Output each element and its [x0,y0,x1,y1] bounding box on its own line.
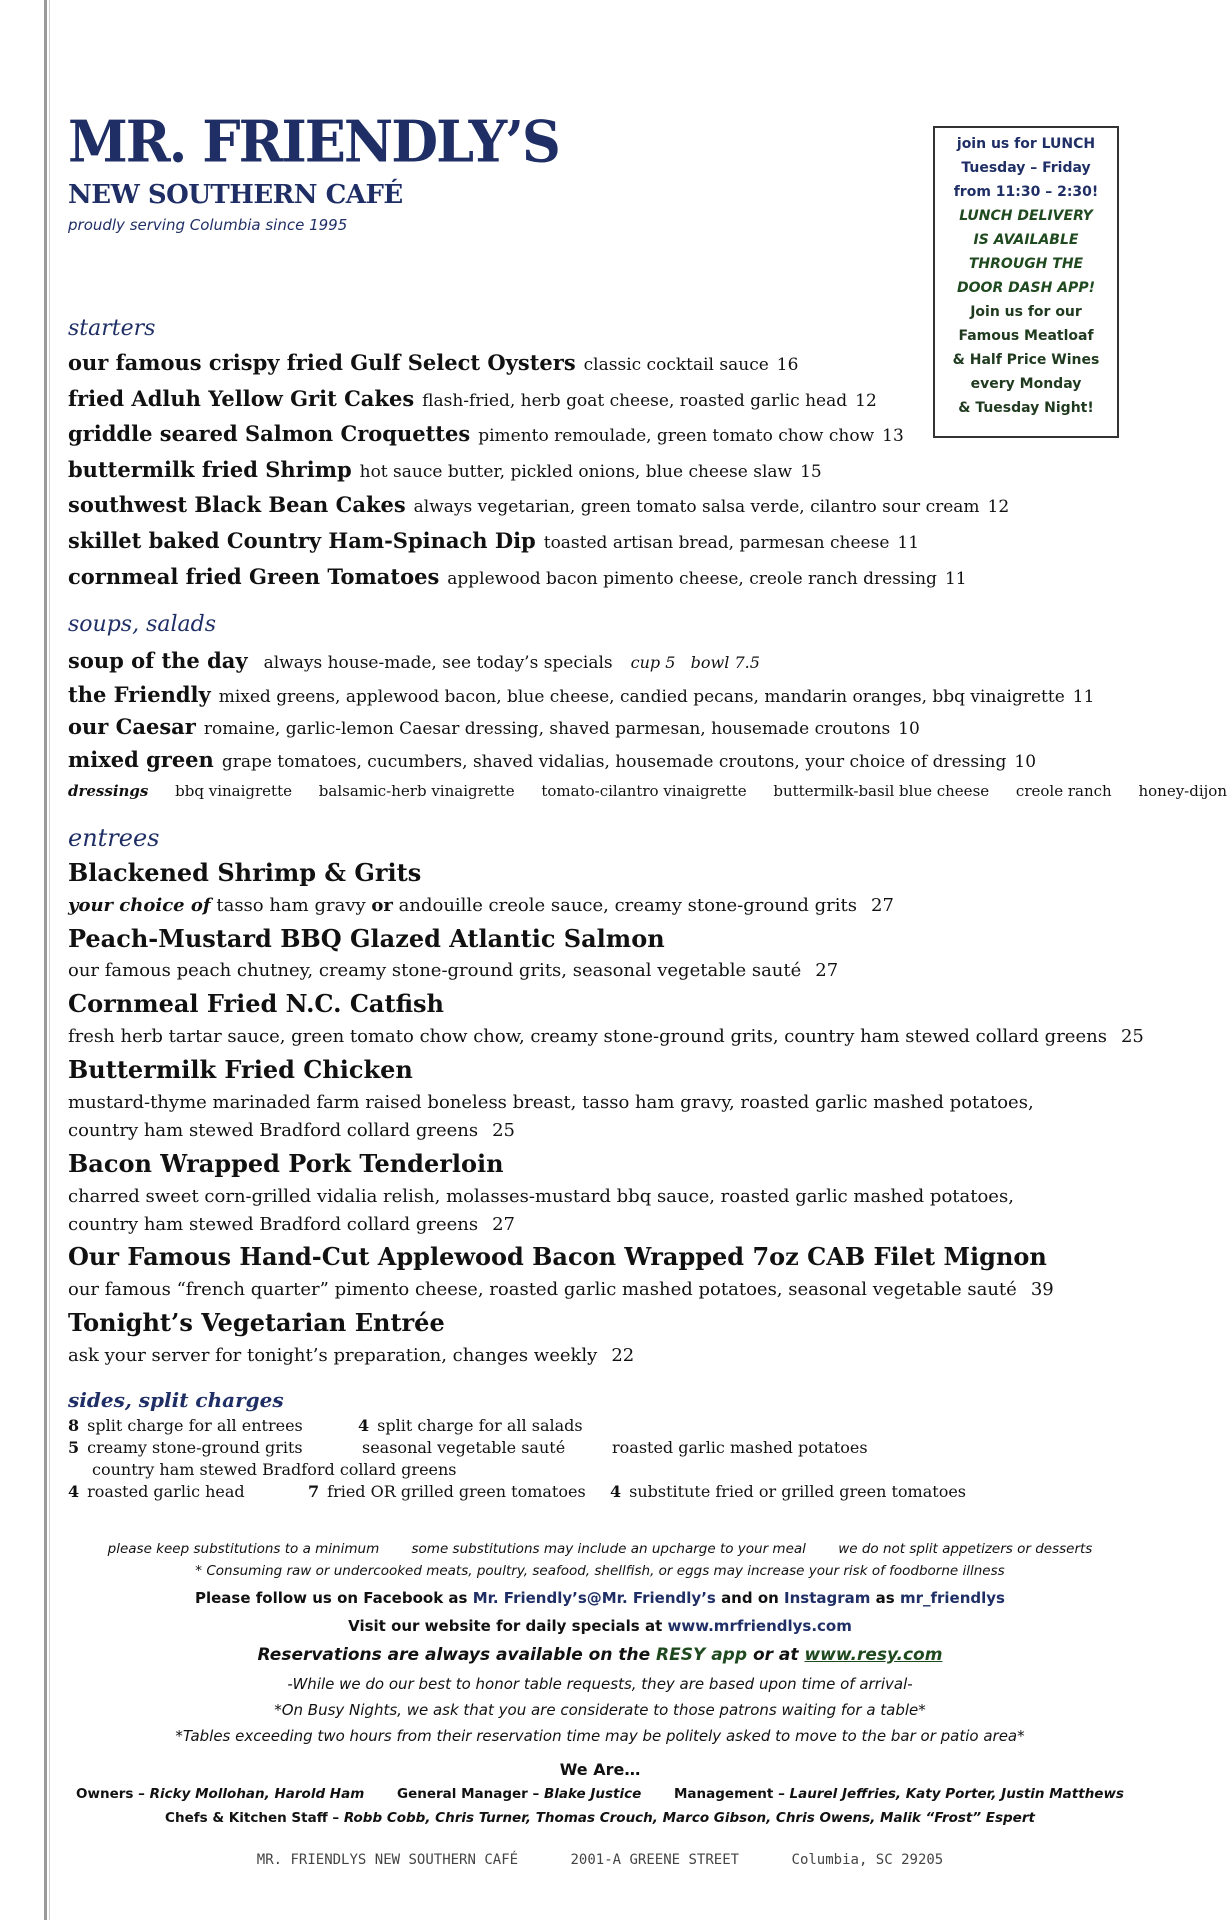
entree-price: 22 [611,1345,635,1366]
dish-price: 13 [882,426,904,446]
resy-app-link[interactable]: RESY app [656,1645,748,1665]
side-price: 4 [358,1416,370,1435]
dish-name: fried Adluh Yellow Grit Cakes [68,386,415,411]
resy-url-link[interactable]: www.resy.com [804,1645,943,1665]
dressing-option: tomato-cilantro vinaigrette [541,782,747,800]
dressing-option: honey-dijon [1138,782,1227,800]
side-item [610,1482,966,1501]
entree-name: Blackened Shrimp & Grits [68,858,422,887]
dish-desc: always house-made, see today’s specials [263,653,613,673]
entree-desc [68,1183,1014,1239]
address-street: 2001-A GREENE STREET [570,1852,740,1868]
side-price: 8 [68,1416,80,1435]
entree-or: or [371,895,393,916]
social-text: Please follow us on Facebook as [195,1589,468,1607]
dish-name: our famous crispy fried Gulf Select Oysters [68,350,576,375]
entree-desc [68,1023,1144,1051]
entree-price: 27 [492,1214,515,1235]
entree-price: 39 [1030,1279,1054,1300]
dish-name: southwest Black Bean Cakes [68,492,406,517]
dish-name: buttermilk fried Shrimp [68,457,352,482]
note: we do not split appetizers or desserts [838,1541,1093,1557]
dish-price: 11 [944,569,967,589]
dish-desc: flash-fried, herb goat cheese, roasted garlic head [422,391,848,411]
website-line [60,1617,1140,1635]
side-price: 4 [610,1482,622,1501]
resy-text: Reservations are always available on the [257,1645,651,1665]
special-line: & Half Price Wines [952,352,1100,368]
side-text: seasonal vegetable sauté [362,1438,566,1457]
special-line: & Tuesday Night! [958,400,1094,416]
lunch-line: from 11:30 – 2:30! [953,184,1099,200]
dish-desc: pimento remoulade, green tomato chow chow [478,426,875,446]
table-note: *Tables exceeding two hours from their reservation time may be politely asked to move to the bar or patio area* [175,1727,1025,1745]
section-title-sides: sides, split charges [68,1388,284,1412]
website-text: Visit our website for daily specials at [348,1617,663,1635]
side-price: 7 [308,1482,320,1501]
menu-item [68,747,1036,772]
lunch-line: Tuesday – Friday [961,160,1091,176]
section-title-entrees: entrees [68,824,160,852]
side-item [68,1416,303,1435]
staff-line [60,1786,1140,1802]
entree-name: Cornmeal Fried N.C. Catfish [68,989,444,1018]
dish-name: our Caesar [68,714,196,739]
entree-price: 27 [815,960,839,981]
dish-desc: always vegetarian, green tomato salsa verde, cilantro sour cream [413,497,980,517]
social-text: as [875,1589,895,1607]
instagram-label: Instagram [784,1589,871,1607]
page-left-rule-inner [49,0,50,1920]
side-text: roasted garlic mashed potatoes [612,1438,868,1457]
instagram-link[interactable]: mr_friendlys [899,1589,1005,1607]
staff-label: Chefs & Kitchen Staff – [165,1810,340,1826]
entree-desc [68,1276,1054,1304]
lunch-line: join us for LUNCH [956,136,1096,152]
dish-price: 12 [987,497,1010,517]
table-note: *On Busy Nights, we ask that you are considerate to those patrons waiting for a table* [274,1701,926,1719]
dressing-option: balsamic-herb vinaigrette [318,782,515,800]
social-line [60,1589,1140,1607]
staff-label: Owners – [76,1786,145,1802]
menu-item [68,492,1009,517]
section-title-soups: soups, salads [68,612,216,637]
entree-desc-text: andouille creole sauce, creamy stone-ground grits [398,895,858,916]
dish-desc: grape tomatoes, cucumbers, shaved vidalias, housemade croutons, your choice of dressing [221,752,1007,772]
dressing-option: buttermilk-basil blue cheese [773,782,990,800]
dish-desc: classic cocktail sauce [583,355,769,375]
special-line: Join us for our [970,304,1082,320]
section-title-starters: starters [68,316,156,341]
entree-name: Bacon Wrapped Pork Tenderloin [68,1149,504,1178]
restaurant-tagline: proudly serving Columbia since 1995 [68,216,348,234]
side-item [308,1482,586,1501]
side-text: fried OR grilled green tomatoes [327,1482,586,1501]
staff-names: Laurel Jeffries, Katy Porter, Justin Matthews [789,1786,1124,1802]
entree-name: Peach-Mustard BBQ Glazed Atlantic Salmon [68,924,665,953]
menu-item [68,682,1094,707]
special-line: every Monday [970,376,1082,392]
dish-price: 11 [1072,687,1095,707]
entree-desc-text: ask your server for tonight’s preparation, changes weekly [68,1345,598,1366]
entree-desc-text: our famous “french quarter” pimento cheese, roasted garlic mashed potatoes, seasonal vegetable sauté [68,1279,1017,1300]
we-are-heading: We Are… [559,1760,641,1779]
entree-lead: your choice of [68,895,211,916]
dish-price: cup 5 bowl 7.5 [630,653,760,672]
side-item [358,1416,583,1435]
dish-price: 15 [800,462,822,482]
side-item [362,1438,565,1457]
dish-price: 12 [855,391,877,411]
table-note: -While we do our best to honor table requests, they are based upon time of arrival- [287,1675,913,1693]
note: please keep substitutions to a minimum [107,1541,380,1557]
address-city: Columbia, SC 29205 [791,1852,944,1868]
entree-desc-text: our famous peach chutney, creamy stone-ground grits, seasonal vegetable sauté [68,960,802,981]
dish-desc: toasted artisan bread, parmesan cheese [543,533,890,553]
chefs-line [60,1810,1140,1826]
menu-item [68,528,919,553]
address-line [60,1852,1140,1868]
side-item [68,1482,245,1501]
page-left-rule [44,0,47,1920]
menu-item [68,648,760,673]
side-text: creamy stone-ground grits [87,1438,303,1457]
side-price: 5 [68,1438,80,1457]
address-name: MR. FRIENDLYS NEW SOUTHERN CAFÉ [256,1852,519,1868]
dish-name: skillet baked Country Ham-Spinach Dip [68,528,536,553]
website-link[interactable]: www.mrfriendlys.com [667,1617,852,1635]
dressings-line [68,782,1227,800]
dish-price: 10 [898,719,920,739]
staff-label: Management – [674,1786,785,1802]
delivery-line: LUNCH DELIVERY [959,208,1093,224]
delivery-line: DOOR DASH APP! [957,280,1095,296]
entree-name: Buttermilk Fried Chicken [68,1055,413,1084]
dish-desc: applewood bacon pimento cheese, creole ranch dressing [447,569,937,589]
menu-item [68,421,904,446]
resy-text: or at [752,1645,799,1665]
dish-name: the Friendly [68,682,211,707]
reservations-line [60,1645,1140,1665]
entree-desc [68,957,838,985]
dish-desc: hot sauce butter, pickled onions, blue cheese slaw [359,462,793,482]
entree-price: 27 [871,895,894,916]
entree-desc-text: tasso ham gravy [216,895,366,916]
entree-price: 25 [1120,1026,1144,1047]
dressings-label: dressings [68,782,149,800]
side-item [612,1438,868,1457]
entree-desc-text: mustard-thyme marinaded farm raised boneless breast, tasso ham gravy, roasted garlic mashed potatoes, [68,1092,1034,1113]
dish-name: griddle seared Salmon Croquettes [68,421,471,446]
entree-desc [68,1342,634,1370]
dish-price: 11 [897,533,920,553]
entree-name: Tonight’s Vegetarian Entrée [68,1308,445,1337]
substitution-notes [60,1541,1140,1557]
dish-price: 16 [776,355,799,375]
menu-item [68,386,877,411]
staff-names: Robb Cobb, Chris Turner, Thomas Crouch, Marco Gibson, Chris Owens, Malik “Frost” Espert [343,1810,1035,1826]
side-item [92,1460,457,1479]
menu-item [68,350,798,375]
entree-desc-text: charred sweet corn-grilled vidalia relish, molasses-mustard bbq sauce, roasted garlic mashed potatoes, [68,1186,1014,1207]
dish-name: soup of the day [68,648,248,673]
dressing-option: creole ranch [1015,782,1112,800]
entree-desc-text: country ham stewed Bradford collard greens [68,1214,479,1235]
side-text: split charge for all salads [377,1416,583,1435]
entree-desc-text: country ham stewed Bradford collard greens [68,1120,479,1141]
note: some substitutions may include an upcharge to your meal [411,1541,806,1557]
side-text: substitute fried or grilled green tomatoes [629,1482,966,1501]
menu-item [68,714,920,739]
entree-desc [68,892,894,920]
consumption-warning: * Consuming raw or undercooked meats, poultry, seafood, shellfish, or eggs may increase your risk of foodborne illness [195,1563,1005,1579]
staff-names: Ricky Mollohan, Harold Ham [149,1786,365,1802]
social-text: and on [721,1589,779,1607]
side-text: country ham stewed Bradford collard greens [92,1460,457,1479]
menu-item [68,564,967,589]
dish-desc: mixed greens, applewood bacon, blue cheese, candied pecans, mandarin oranges, bbq vinaigrette [218,687,1065,707]
dish-name: cornmeal fried Green Tomatoes [68,564,440,589]
menu-item [68,457,822,482]
restaurant-subtitle: NEW SOUTHERN CAFÉ [68,180,403,210]
delivery-line: THROUGH THE [968,256,1084,272]
dish-desc: romaine, garlic-lemon Caesar dressing, shaved parmesan, housemade croutons [203,719,891,739]
entree-price: 25 [492,1120,515,1141]
entree-desc-text: fresh herb tartar sauce, green tomato chow chow, creamy stone-ground grits, country ham stewed collard greens [68,1026,1107,1047]
dish-price: 10 [1014,752,1037,772]
dish-name: mixed green [68,747,214,772]
side-text: split charge for all entrees [87,1416,303,1435]
side-price: 4 [68,1482,80,1501]
lunch-info-box [933,126,1119,438]
dressing-option: bbq vinaigrette [175,782,292,800]
entree-desc [68,1089,1034,1145]
staff-label: General Manager – [397,1786,540,1802]
facebook-link[interactable]: Mr. Friendly’s@Mr. Friendly’s [472,1589,716,1607]
entree-name: Our Famous Hand-Cut Applewood Bacon Wrapped 7oz CAB Filet Mignon [68,1242,1047,1271]
delivery-line: IS AVAILABLE [973,232,1079,248]
restaurant-name: MR. FRIENDLY’S [68,107,559,176]
staff-names: Blake Justice [544,1786,642,1802]
side-text: roasted garlic head [87,1482,245,1501]
side-item [68,1438,303,1457]
special-line: Famous Meatloaf [958,328,1094,344]
brand-header [68,107,668,234]
